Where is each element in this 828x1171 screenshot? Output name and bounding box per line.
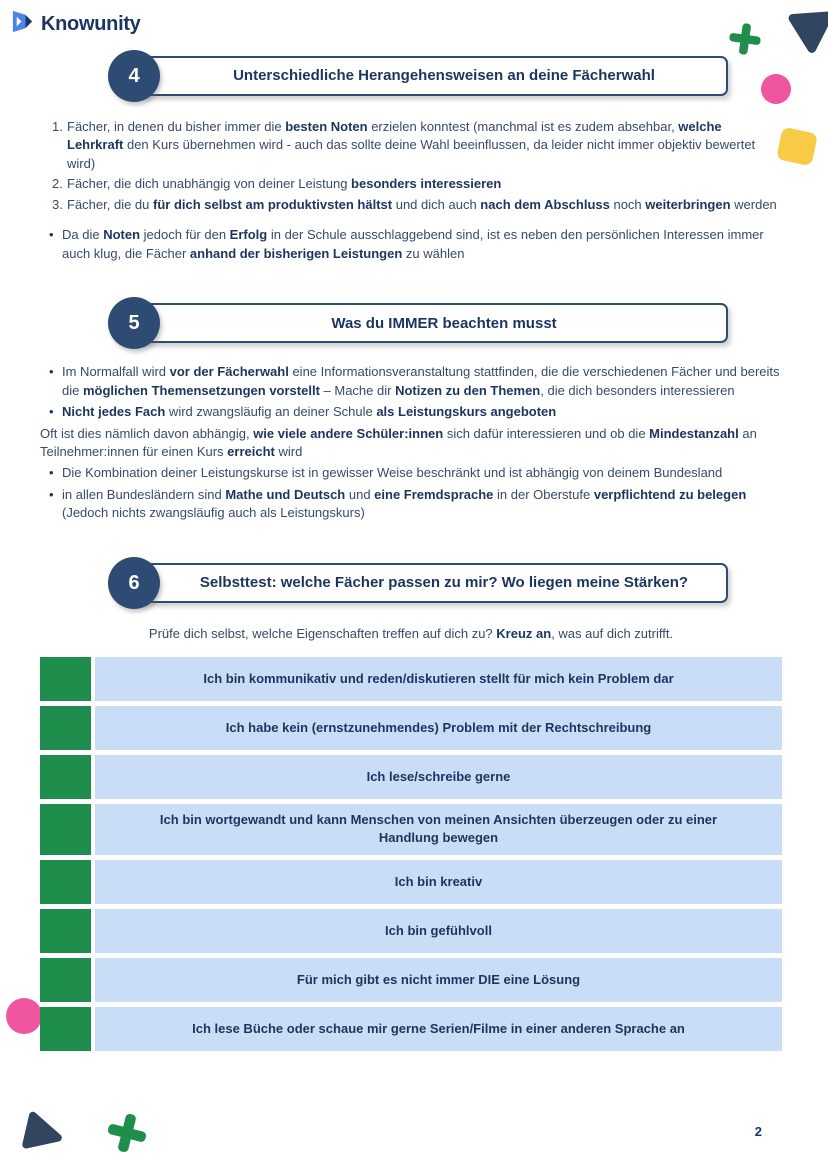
navy-triangle-bottom-icon xyxy=(10,1102,72,1164)
checkbox-cell[interactable] xyxy=(40,804,91,854)
bullet-text: Im Normalfall wird vor der Fächerwahl eine Informationsveranstaltung stattfinden, die die verschiedenen Fächer und bereits die möglichen Themensetzungen vorstellt – Mache dir Notizen zu den Themen, die dich besonders interessieren xyxy=(62,364,780,398)
bullet-item xyxy=(40,363,782,400)
item-text: Fächer, die du für dich selbst am produktivsten hältst und dich auch nach dem Abschluss noch weiterbringen werden xyxy=(67,196,777,212)
bullet-item xyxy=(40,464,782,482)
checklist-row xyxy=(40,804,782,854)
numbered-item xyxy=(52,118,778,173)
bullet-text: Da die Noten jedoch für den Erfolg in der Schule ausschlaggebend sind, ist es neben den persönlichen Interessen immer auch klug, die Fächer anhand der bisherigen Leistungen zu wählen xyxy=(62,227,764,261)
checklist-label: Ich habe kein (ernstzunehmendes) Problem mit der Rechtschreibung xyxy=(95,706,782,750)
checklist-row xyxy=(40,706,782,750)
item-number: 2. xyxy=(52,176,63,192)
section-4-title-box xyxy=(134,56,728,96)
checklist-row xyxy=(40,755,782,799)
checklist-row xyxy=(40,860,782,904)
section-5-header xyxy=(108,297,728,349)
section-5 xyxy=(40,297,782,523)
bullet-dot: • xyxy=(49,404,54,420)
bullet-item xyxy=(40,486,782,523)
green-plus-bottom-icon xyxy=(102,1108,153,1159)
section-5-title: Was du IMMER beachten musst xyxy=(331,314,557,332)
checklist-row xyxy=(40,958,782,1002)
section-6-title-box xyxy=(134,563,728,603)
item-number: 1. xyxy=(52,119,63,134)
numbered-item xyxy=(52,175,778,193)
section-6 xyxy=(40,557,782,1051)
checkbox-cell[interactable] xyxy=(40,706,91,750)
section-4-numbered-list xyxy=(52,118,778,214)
section-5-number-badge: 5 xyxy=(108,297,160,349)
section-5-bullet-list xyxy=(40,363,782,523)
section-4-number-badge: 4 xyxy=(108,50,160,102)
section-6-number-badge: 6 xyxy=(108,557,160,609)
selftest-intro: Prüfe dich selbst, welche Eigenschaften treffen auf dich zu? Kreuz an, was auf dich zutrifft. xyxy=(148,625,674,641)
checklist-label: Ich bin gefühlvoll xyxy=(95,909,782,953)
checkbox-cell[interactable] xyxy=(40,909,91,953)
brand-name: Knowunity xyxy=(41,13,141,36)
checkbox-cell[interactable] xyxy=(40,1007,91,1051)
checklist-row xyxy=(40,657,782,701)
checkbox-cell[interactable] xyxy=(40,657,91,701)
item-number: 3. xyxy=(52,196,63,212)
checkbox-cell[interactable] xyxy=(40,860,91,904)
selftest-checklist xyxy=(40,657,782,1050)
item-text: Fächer, die dich unabhängig von deiner Leistung besonders interessieren xyxy=(67,176,502,192)
checklist-label: Ich lese Büche oder schaue mir gerne Serien/Filme in einer anderen Sprache an xyxy=(95,1007,782,1051)
bullet-dot: • xyxy=(49,227,54,243)
knowunity-logo-icon xyxy=(10,9,35,39)
checklist-label: Ich bin wortgewandt und kann Menschen von meinen Ansichten überzeugen oder zu einer Handlung bewegen xyxy=(95,804,782,854)
checklist-label: Ich bin kreativ xyxy=(95,860,782,904)
bullet-dot: • xyxy=(49,465,54,481)
section-4-title: Unterschiedliche Herangehensweisen an deine Fächerwahl xyxy=(233,67,655,85)
numbered-item xyxy=(52,196,778,214)
item-text: Fächer, in denen du bisher immer die besten Noten erzielen konntest (manchmal ist es zudem absehbar, welche Lehrkraft den Kurs übernehmen wird - auch das sollte deine Wahl beeinflussen, da leider nicht immer objektiv bewertet wird) xyxy=(67,119,756,171)
section-4-bullet-list xyxy=(40,226,782,263)
checklist-label: Für mich gibt es nicht immer DIE eine Lösung xyxy=(95,958,782,1002)
bullet-dot: • xyxy=(49,364,54,380)
section-5-title-box xyxy=(134,303,728,343)
bullet-text: in allen Bundesländern sind Mathe und Deutsch und eine Fremdsprache in der Oberstufe verpflichtend zu belegen (Jedoch nichts zwangsläufig auch als Leistungskurs) xyxy=(62,486,747,521)
bullet-text: Nicht jedes Fach wird zwangsläufig an deiner Schule als Leistungskurs angeboten xyxy=(62,404,557,420)
bullet-item xyxy=(40,226,782,263)
section-5-paragraph: Oft ist dies nämlich davon abhängig, wie viele andere Schüler:innen sich dafür interessieren und ob die Mindestanzahl an Teilnehmer:innen für einen Kurs erreicht wird xyxy=(40,425,757,459)
checkbox-cell[interactable] xyxy=(40,958,91,1002)
checklist-row xyxy=(40,1007,782,1051)
checklist-label: Ich bin kommunikativ und reden/diskutieren stellt für mich kein Problem dar xyxy=(95,657,782,701)
page-number: 2 xyxy=(754,1123,762,1139)
section-6-header xyxy=(108,557,728,609)
bullet-text: Die Kombination deiner Leistungskurse ist in gewisser Weise beschränkt und ist abhängig von deinem Bundesland xyxy=(62,465,723,481)
section-4-header xyxy=(108,50,728,102)
checkbox-cell[interactable] xyxy=(40,755,91,799)
section-6-title: Selbsttest: welche Fächer passen zu mir? Wo liegen meine Stärken? xyxy=(199,574,689,592)
section-4 xyxy=(40,50,782,263)
brand-logo[interactable] xyxy=(10,9,141,39)
bullet-dot: • xyxy=(49,486,54,502)
checklist-row xyxy=(40,909,782,953)
bullet-item xyxy=(40,403,782,421)
checklist-label: Ich lese/schreibe gerne xyxy=(95,755,782,799)
